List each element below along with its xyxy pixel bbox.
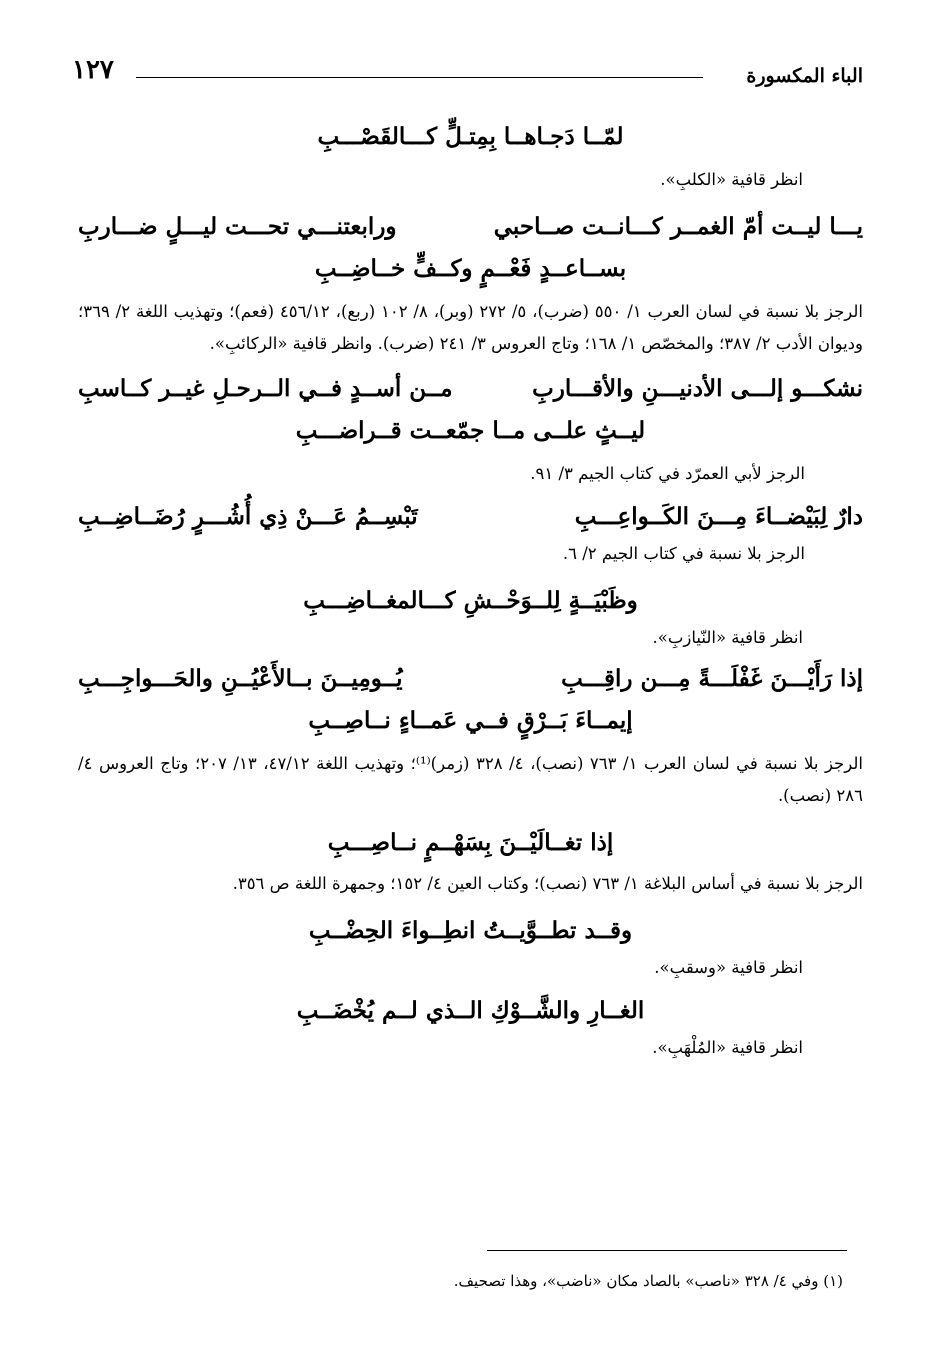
note-1: الرجز بلا نسبة في لسان العرب ١/ ٥٥٠ (ضرب)، ٥/ ٢٧٢ (وبر)، ٨/ ١٠٢ (ربع)، ٤٥٦/١٢ (فعم)؛ وتهذيب اللغة ٢/ ٣٦٩؛ وديوان الأدب ٢/ ٣٨٧؛ والمخصّص ١/ ١٦٨؛ وتاج العروس ٣/ ٢٤١ (ضرب). وانظر قافية «الركائبِ». — [78, 302, 864, 353]
page-header — [72, 55, 863, 95]
verse-2 — [78, 206, 863, 248]
verse-4-second-hemistich: تَبْسِــمُ عَـــنْ ذِي أُشُـــرٍ رُضَــاضِــبِ — [78, 503, 418, 530]
verse-2-continuation: بســاعــدٍ فَعْــمٍ وكــفٍّ خــاضِــبِ — [314, 255, 627, 282]
footnote-rule — [487, 1250, 847, 1251]
reference-2: انظر قافية «النّيازبِ». — [652, 628, 803, 647]
footnote: (١) وفي ٤/ ٣٢٨ «ناصب» بالصاد مكان «ناضب»، وهذا تصحيف. — [453, 1272, 843, 1290]
note-3: الرجز بلا نسبة في كتاب الجيم ٢/ ٦. — [562, 544, 805, 563]
verse-3-first-hemistich: نشكـــو إلـــى الأدنيـــنِ والأقـــاربِ — [532, 375, 863, 402]
verse-4-first-hemistich: دارٌ لِبَيْضــاءَ مِـــنَ الكَــواعِـــبِ — [574, 503, 863, 530]
reference-3: انظر قافية «وسقبِ». — [654, 958, 803, 977]
note-2: الرجز لأبي العمرّد في كتاب الجيم ٣/ ٩١. — [530, 464, 805, 483]
verse-1: لمّــا دَجـاهــا بِمِتـلٍّ كـــالقَصْـــبِ — [317, 123, 624, 150]
verse-6 — [78, 658, 863, 700]
verse-3-continuation: ليــثٍ علــى مــا جمّعــت قــراضـــبِ — [295, 417, 646, 444]
page-number: ١٢٧ — [72, 55, 114, 85]
note-4: الرجز بلا نسبة في لسان العرب ١/ ٧٦٣ (نصب)، ٤/ ٣٢٨ (زمر)⁽¹⁾؛ وتهذيب اللغة ٤٧/١٢، ١٣/ ٢٠٧؛ وتاج العروس ٤/ ٢٨٦ (نصب). — [78, 754, 863, 805]
reference-1: انظر قافية «الكلبِ». — [660, 170, 803, 189]
verse-9: الغــارِ والشَّــوْكِ الــذي لــم يُخْضَــبِ — [296, 997, 645, 1024]
verse-3-second-hemistich: مــن أســدٍ فــي الــرحـلِ غيــر كــاسبِ — [78, 375, 453, 402]
verse-2-second-hemistich: ورابعتنـــي تحـــت ليـــلٍ ضـــاربِ — [78, 213, 397, 240]
verse-2-first-hemistich: يـــا ليــت أمّ الغمــر كـــانــت صــاحبي — [493, 213, 863, 240]
verse-6-first-hemistich: إذا رَأَيْـــنَ غَفْلَـــةً مِـــن راقِـــبِ — [561, 665, 863, 692]
verse-4 — [78, 496, 863, 538]
verse-8: وقــد تطــوَّيــتُ انطِــواءَ الحِضْــبِ — [308, 917, 633, 944]
verse-7: إذا تغــالَيْــنَ بِسَهْــمٍ نــاصِـــبِ — [327, 829, 614, 856]
header-rule — [136, 77, 703, 78]
reference-4: انظر قافية «المُلْهَبِ». — [652, 1038, 803, 1057]
running-title: الباء المكسورة — [746, 65, 863, 87]
verse-6-continuation: إيمــاءَ بَــرْقٍ فــي عَمــاءٍ نــاصِــبِ — [308, 707, 633, 734]
note-5: الرجز بلا نسبة في أساس البلاغة ١/ ٧٦٣ (نصب)؛ وكتاب العين ٤/ ١٥٢؛ وجمهرة اللغة ص ٣٥٦. — [232, 874, 863, 893]
verse-5: وظَبْيَــةٍ لِلــوَحْــشِ كـــالمغــاضِـــبِ — [303, 587, 638, 614]
verse-6-second-hemistich: يُــومِيــنَ بــالأَعْيُــنِ والحَـــواجِـــبِ — [78, 665, 403, 692]
page-body — [78, 112, 863, 1068]
verse-3 — [78, 368, 863, 410]
